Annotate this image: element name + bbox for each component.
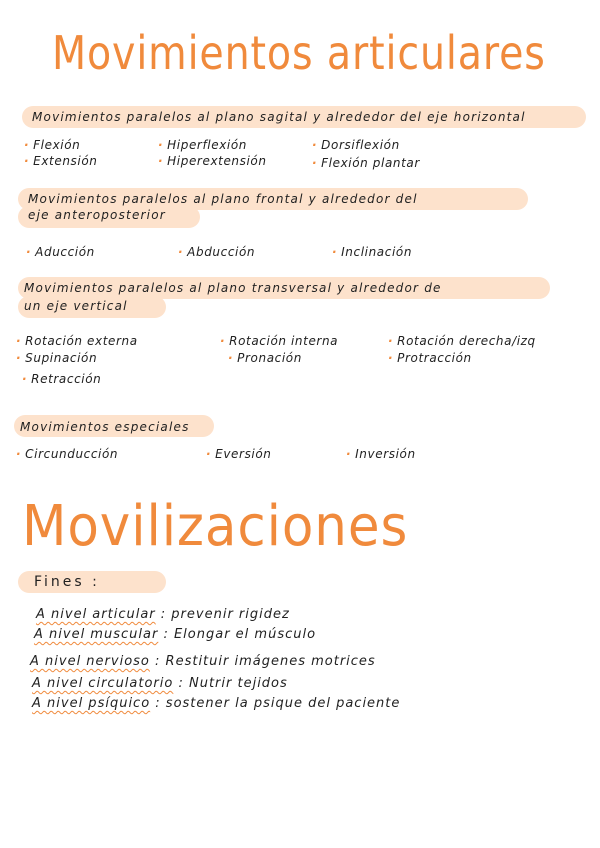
fines-text: : prevenir rigidez	[160, 607, 290, 622]
fines-item	[34, 627, 316, 642]
list-item: · Hiperextensión	[158, 154, 267, 168]
list-item: · Inclinación	[332, 245, 412, 259]
list-item: · Extensión	[24, 154, 97, 168]
fines-level: A nivel articular	[36, 607, 156, 622]
fines-text: : Restituir imágenes motrices	[155, 654, 376, 669]
list-item: · Flexión plantar	[312, 156, 420, 170]
list-item: · Inversión	[346, 447, 416, 461]
fines-item	[32, 696, 400, 711]
list-item: · Rotación externa	[16, 334, 138, 348]
list-item: · Rotación interna	[220, 334, 338, 348]
section-2-heading: Movimientos paralelos al plano frontal y alrededor del	[28, 192, 418, 206]
fines-level: A nivel psíquico	[32, 696, 151, 711]
page-title: Movimientos articulares	[52, 26, 546, 80]
list-item: · Retracción	[22, 372, 101, 386]
fines-text: : Elongar el músculo	[163, 627, 317, 642]
fines-level: A nivel nervioso	[30, 654, 150, 669]
section-3-heading: Movimientos paralelos al plano transversal y alrededor de	[24, 281, 442, 295]
list-item: · Protracción	[388, 351, 472, 365]
list-item: · Hiperflexión	[158, 138, 247, 152]
fines-level: A nivel circulatorio	[32, 676, 174, 691]
fines-level: A nivel muscular	[34, 627, 159, 642]
list-item: · Aducción	[26, 245, 95, 259]
fines-item	[32, 676, 288, 691]
fines-item	[36, 607, 290, 622]
section-title: Movilizaciones	[22, 494, 409, 559]
list-item: · Abducción	[178, 245, 255, 259]
fines-item	[30, 654, 376, 669]
fines-label: Fines :	[34, 574, 100, 590]
list-item: · Supinación	[16, 351, 97, 365]
fines-text: : sostener la psique del paciente	[155, 696, 401, 711]
list-item: · Circunducción	[16, 447, 118, 461]
section-1-heading: Movimientos paralelos al plano sagital y alrededor del eje horizontal	[32, 110, 526, 124]
section-4-heading: Movimientos especiales	[20, 420, 190, 434]
section-2-heading: eje anteroposterior	[28, 208, 166, 222]
list-item: · Rotación derecha/izq	[388, 334, 536, 348]
list-item: · Eversión	[206, 447, 272, 461]
list-item: · Pronación	[228, 351, 302, 365]
list-item: · Dorsiflexión	[312, 138, 400, 152]
list-item: · Flexión	[24, 138, 80, 152]
fines-text: : Nutrir tejidos	[178, 676, 288, 691]
section-3-heading: un eje vertical	[24, 299, 128, 313]
